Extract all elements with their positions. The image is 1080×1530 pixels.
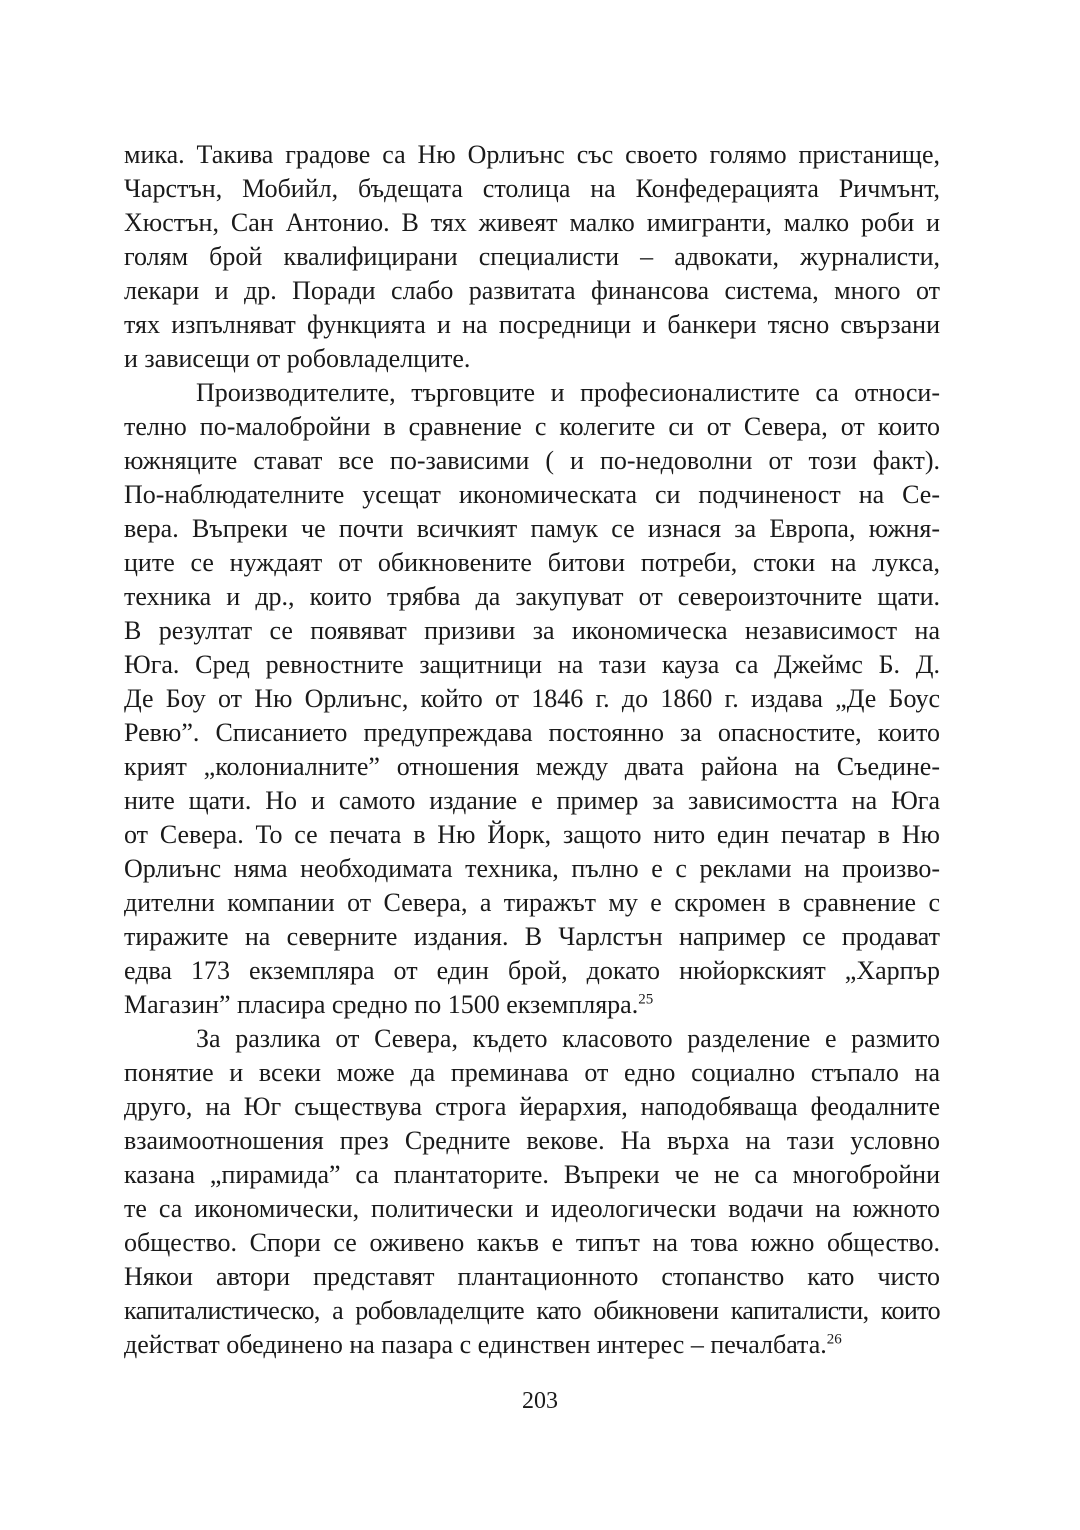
- text-line: Чарстън, Мобийл, бъдещата столица на Конфедерацията Ричмънт,: [124, 174, 940, 203]
- text-line: друго, на Юг съществува строга йерархия, наподобяваща феодалните: [124, 1092, 940, 1121]
- paragraph-2: [124, 376, 940, 1022]
- text-line: едва 173 екземпляра от един брой, докато нюйоркският „Харпър: [124, 956, 940, 985]
- text-line: Някои автори представят плантационното стопанство като чисто: [124, 1262, 940, 1291]
- text-line: и зависещи от робовладелците.: [124, 344, 471, 373]
- text-line: За разлика от Севера, където класовото разделение е размито: [196, 1024, 940, 1053]
- paragraph-1: [124, 138, 940, 376]
- footnote-marker: 26: [826, 1331, 842, 1348]
- text-line: южняците стават все по-зависими ( и по-недоволни от този факт).: [124, 446, 940, 475]
- text-line: мика. Такива градове са Ню Орлиънс със своето голямо пристанище,: [124, 140, 940, 169]
- text-line: голям брой квалифицирани специалисти – адвокати, журналисти,: [124, 242, 940, 271]
- text-line: техника и др., които трябва да закупуват от североизточните щати.: [124, 582, 940, 611]
- text-line: В резултат се появяват призиви за икономическа независимост на: [124, 616, 940, 645]
- text-line: Хюстън, Сан Антонио. В тях живеят малко имигранти, малко роби и: [124, 208, 940, 237]
- text-line: общество. Спори се оживено какъв е типът на това южно общество.: [124, 1228, 940, 1257]
- text-line: капиталистическо, а робовладелците като обикновени капиталисти, които: [124, 1296, 940, 1325]
- text-line: Ревю”. Списанието предупреждава постоянно за опасностите, които: [124, 718, 940, 747]
- footnote-marker: 25: [638, 991, 654, 1008]
- text-line: понятие и всеки може да преминава от едно социално стъпало на: [124, 1058, 940, 1087]
- text-line: тиражите на северните издания. В Чарлстън например се продават: [124, 922, 940, 951]
- text-line: дителни компании от Севера, а тиражът му е скромен в сравнение с: [124, 888, 940, 917]
- text-line: те са икономически, политически и идеологически водачи на южното: [124, 1194, 940, 1223]
- page-number: 203: [522, 1388, 558, 1414]
- paragraph-3: [124, 1022, 940, 1362]
- page-text: [124, 138, 940, 1362]
- text-line: Юга. Сред ревностните защитници на тази кауза са Джеймс Б. Д.: [124, 650, 940, 679]
- text-line: По-наблюдателните усещат икономическата си подчиненост на Се-: [124, 480, 940, 509]
- text-line-with-footnote: [124, 988, 940, 1022]
- text-line: Орлиънс няма необходимата техника, пълно е с реклами на произво-: [124, 854, 940, 883]
- text-line: вера. Въпреки че почти всичкият памук се изнася за Европа, южня-: [124, 514, 940, 543]
- text-line-with-footnote: [124, 1328, 940, 1362]
- text-line: действат обединено на пазара с единствен интерес – печалбата.: [124, 1330, 827, 1359]
- text-line: от Севера. То се печата в Ню Йорк, защото нито един печатар в Ню: [124, 820, 940, 849]
- text-line: ните щати. Но и самото издание е пример за зависимостта на Юга: [124, 786, 940, 815]
- text-line: крият „колониалните” отношения между двата района на Съедине-: [124, 752, 940, 781]
- text-line: ците се нуждаят от обикновените битови потреби, стоки на лукса,: [124, 548, 940, 577]
- text-line: телно по-малобройни в сравнение с колегите си от Севера, от които: [124, 412, 940, 441]
- text-line: взаимоотношения през Средните векове. На върха на тази условно: [124, 1126, 940, 1155]
- text-line: казана „пирамида” са плантаторите. Въпреки че не са многобройни: [124, 1160, 940, 1189]
- text-line: Производителите, търговците и професионалистите са относи-: [196, 378, 940, 407]
- text-line: лекари и др. Поради слабо развитата финансова система, много от: [124, 276, 940, 305]
- text-line: тях изпълняват функцията и на посредници и банкери тясно свързани: [124, 310, 940, 339]
- text-line: Магазин” пласира средно по 1500 екземпляра.: [124, 990, 639, 1019]
- text-line: Де Боу от Ню Орлиънс, който от 1846 г. до 1860 г. издава „Де Боус: [124, 684, 940, 713]
